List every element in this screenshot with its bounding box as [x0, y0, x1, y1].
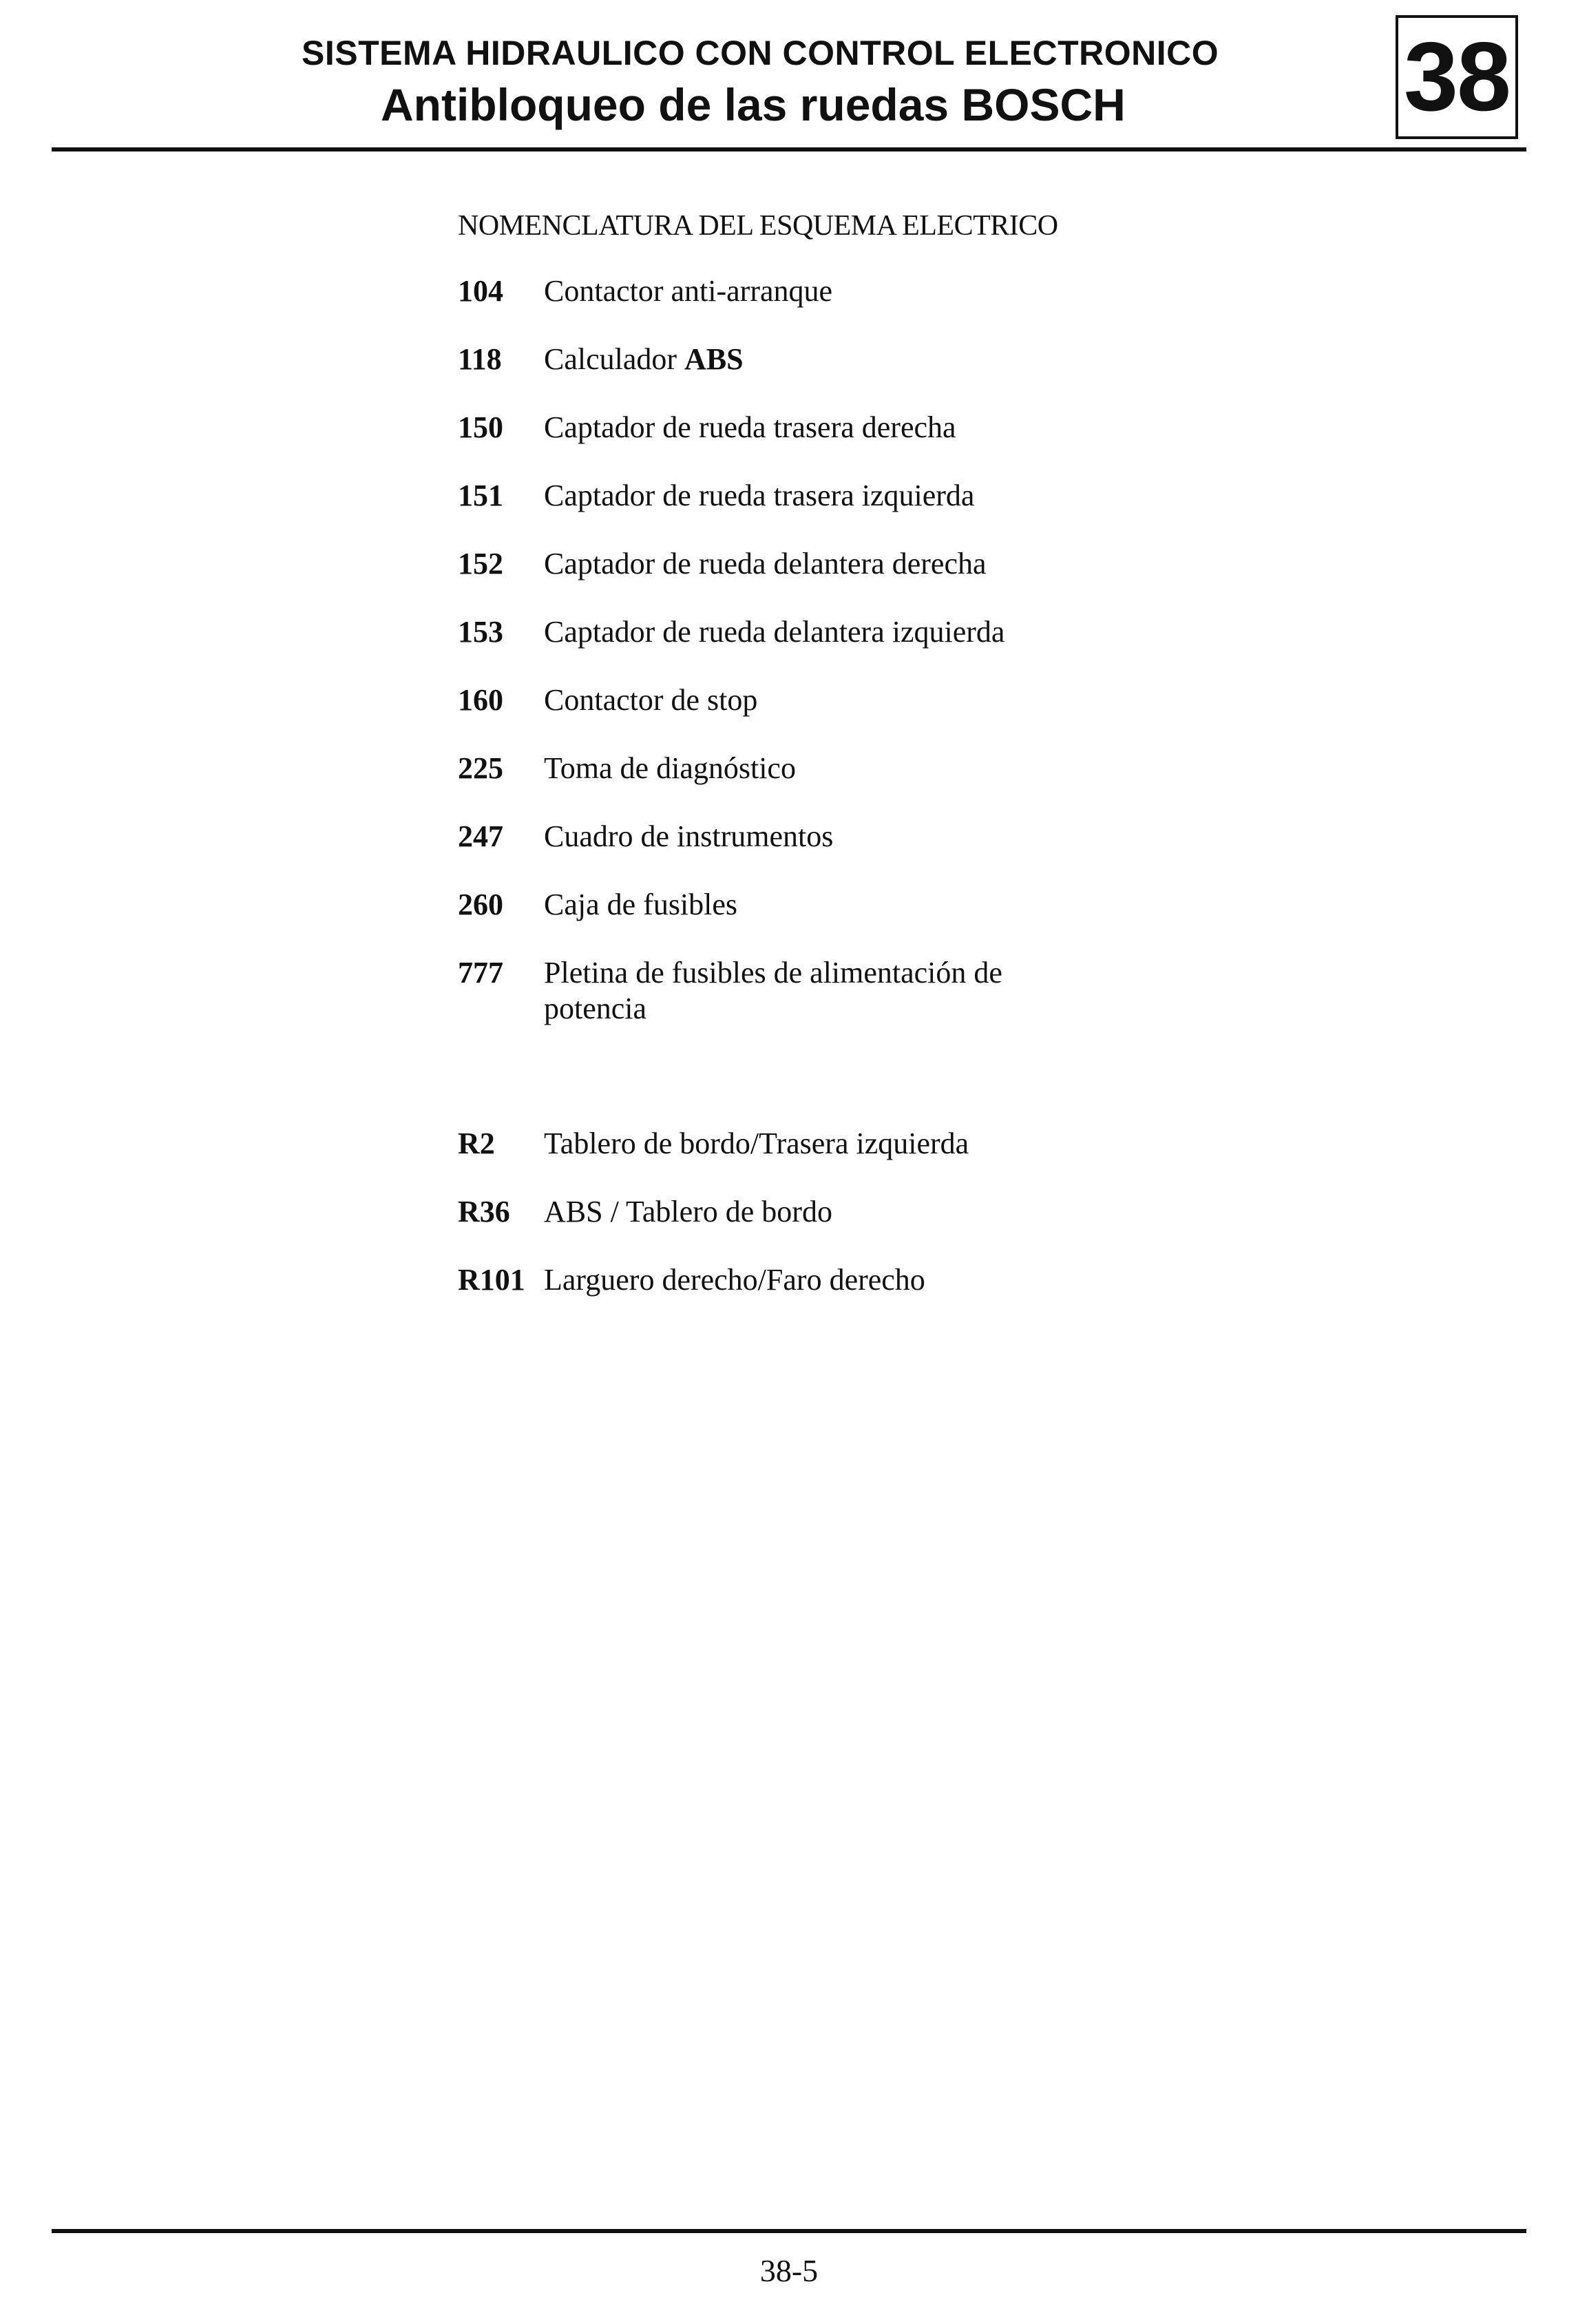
item-code: 160 [458, 683, 503, 717]
nomenclature-heading: NOMENCLATURA DEL ESQUEMA ELECTRICO [458, 210, 1058, 242]
connector-description: Larguero derecho/Faro derecho [544, 1263, 925, 1297]
item-code: 151 [458, 479, 503, 512]
item-description: Contactor de stop [544, 683, 758, 717]
item-code: 225 [458, 751, 503, 785]
connector-description: Tablero de bordo/Trasera izquierda [544, 1127, 969, 1160]
item-description: Cuadro de instrumentos [544, 819, 834, 853]
item-description: Pletina de fusibles de alimentación de potencia [544, 956, 1002, 1025]
connector-code: R101 [458, 1263, 525, 1297]
connector-code: R36 [458, 1195, 510, 1228]
page-number: 38-5 [759, 2253, 819, 2288]
section-title: SISTEMA HIDRAULICO CON CONTROL ELECTRONICO [302, 34, 1219, 72]
header-divider [52, 147, 1526, 151]
item-code: 104 [458, 274, 503, 308]
item-code: 153 [458, 615, 503, 649]
item-code: 777 [458, 956, 503, 990]
footer-divider [52, 2229, 1526, 2233]
item-description: Captador de rueda delantera izquierda [544, 615, 1005, 649]
item-code: 247 [458, 819, 503, 853]
item-code: 150 [458, 410, 503, 444]
item-description-wrapper [544, 342, 1067, 377]
item-description: Captador de rueda trasera derecha [544, 410, 956, 444]
item-description: Calculador [544, 342, 685, 376]
connector-description: ABS / Tablero de bordo [544, 1195, 832, 1228]
item-description: Captador de rueda delantera derecha [544, 547, 987, 580]
connector-code: R2 [458, 1127, 495, 1160]
item-code: 152 [458, 547, 503, 580]
chapter-number-box: 38 [1396, 15, 1518, 139]
item-code: 260 [458, 888, 503, 921]
item-description: Caja de fusibles [544, 888, 738, 921]
item-description: Contactor anti-arranque [544, 274, 833, 308]
item-description-bold: ABS [684, 342, 744, 376]
item-code: 118 [458, 342, 502, 376]
item-description: Toma de diagnóstico [544, 751, 796, 785]
page-subtitle: Antibloqueo de las ruedas BOSCH [381, 79, 1126, 130]
item-description: Captador de rueda trasera izquierda [544, 479, 975, 512]
